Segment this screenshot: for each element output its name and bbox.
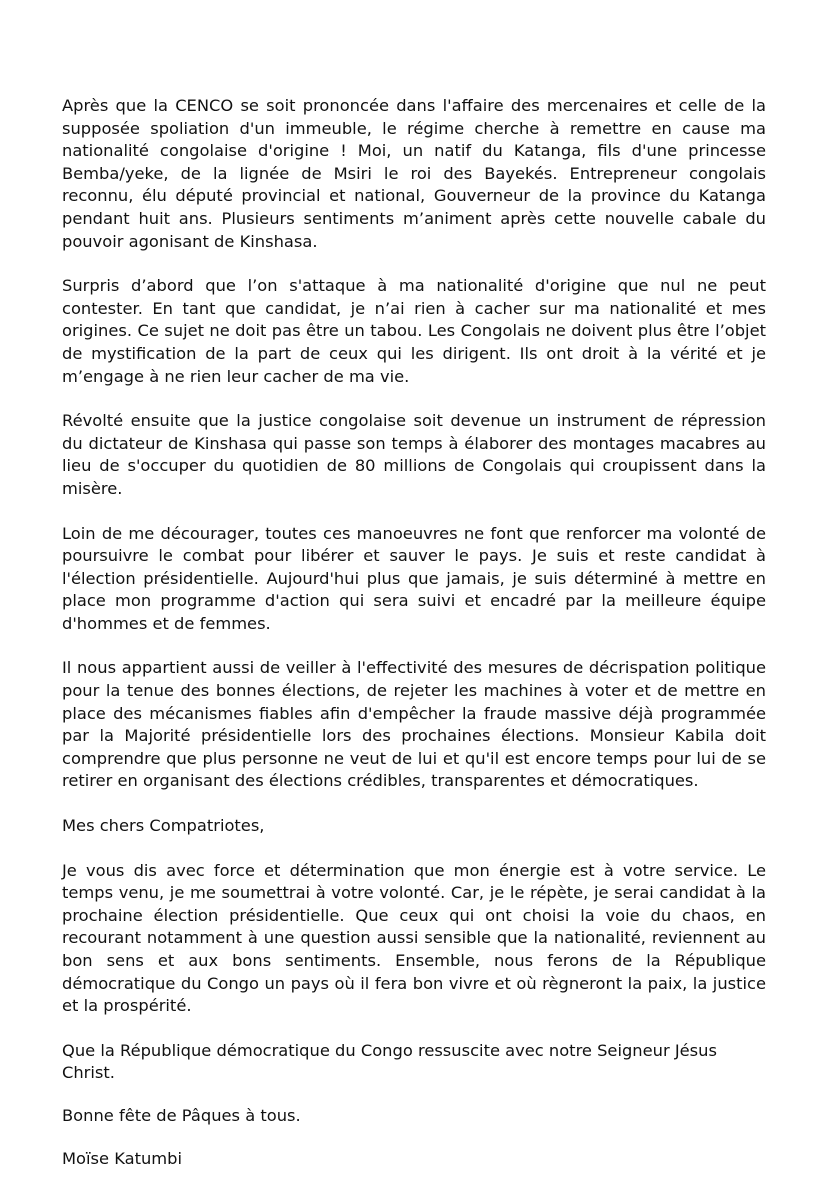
paragraph-cenco: Après que la CENCO se soit prononcée dans l'affaire des mercenaires et celle de la supposée spoliation d'un immeuble, le régime cherche à remettre en cause ma nationalité congolaise d'origine ! Moi, un natif du Katanga, fils d'une princesse Bemba/yeke, de la lignée de Msiri le roi des Bayekés. Entrepreneur congolais reconnu, élu député provincial et national, Gouverneur de la province du Katanga pendant huit ans. Plusieurs sentiments m’animent après cette nouvelle cabale du pouvoir agonisant de Kinshasa. [62,96,766,251]
paragraph-loin: Loin de me décourager, toutes ces manoeuvres ne font que renforcer ma volonté de poursuivre le combat pour libérer et sauver le pays. Je suis et reste candidat à l'élection présidentielle. Aujourd'hui plus que jamais, je suis déterminé à mettre en place mon programme d'action qui sera suivi et encadré par la meilleure équipe d'hommes et de femmes. [62,523,766,633]
paragraph-appartient: Il nous appartient aussi de veiller à l'effectivité des mesures de décrispation politique pour la tenue des bonnes élections, de rejeter les machines à voter et de mettre en place des mécanismes fiables afin d'empêcher la fraude massive déjà programmée par la Majorité présidentielle lors des prochaines élections. Monsieur Kabila doit comprendre que plus personne ne veut de lui et qu'il est encore temps pour lui de se retirer en organisant des élections crédibles, transparentes et démocratiques. [62,658,766,791]
paragraph-surpris: Surpris d’abord que l’on s'attaque à ma nationalité d'origine que nul ne peut contester. En tant que candidat, je n’ai rien à cacher sur ma nationalité et mes origines. Ce sujet ne doit pas être un tabou. Les Congolais ne doivent plus être l’objet de mystification de la part de ceux qui les dirigent. Ils ont droit à la vérité et je m’engage à ne rien leur cacher de ma vie. [62,276,766,386]
signature: Moïse Katumbi [62,1148,182,1168]
paragraph-paques: Bonne fête de Pâques à tous. [62,1105,301,1125]
paragraph-ressuscite: Que la République démocratique du Congo ressuscite avec notre Seigneur Jésus Christ. [62,1040,717,1083]
paragraph-energie: Je vous dis avec force et détermination que mon énergie est à votre service. Le temps venu, je me soumettrai à votre volonté. Car, je le répète, je serai candidat à la prochaine élection présidentielle. Que ceux qui ont choisi la voie du chaos, en recourant notamment à une question aussi sensible que la nationalité, reviennent au bon sens et aux bons sentiments. Ensemble, nous ferons de la République démocratique du Congo un pays où il fera bon vivre et où règneront la paix, la justice et la prospérité. [62,860,766,1016]
salutation: Mes chers Compatriotes, [62,816,265,836]
letter-body [62,95,766,1170]
paragraph-revolte: Révolté ensuite que la justice congolaise soit devenue un instrument de répression du dictateur de Kinshasa qui passe son temps à élaborer des montages macabres au lieu de s'occuper du quotidien de 80 millions de Congolais qui croupissent dans la misère. [62,411,766,498]
